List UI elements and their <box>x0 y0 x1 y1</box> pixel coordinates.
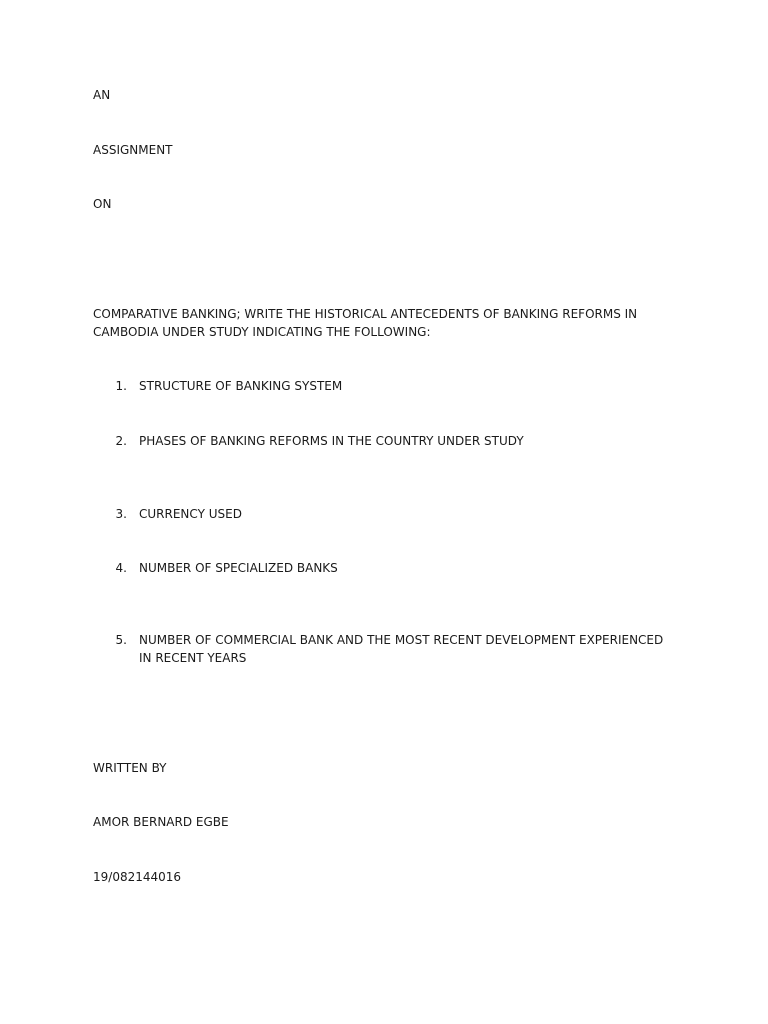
list-item-number: 2. <box>115 434 127 448</box>
list-item <box>113 432 673 450</box>
list-item-text: PHASES OF BANKING REFORMS IN THE COUNTRY UNDER STUDY <box>139 434 524 448</box>
list-item-number: 1. <box>115 379 127 393</box>
header-line-an: AN <box>93 88 111 102</box>
author-name: AMOR BERNARD EGBE <box>93 815 229 829</box>
header-line-assignment: ASSIGNMENT <box>93 143 173 157</box>
list-item-number: 4. <box>115 561 127 575</box>
author-id-number: 19/082144016 <box>93 870 182 884</box>
list-item <box>113 377 673 395</box>
list-item <box>113 559 673 577</box>
list-item <box>113 631 673 667</box>
written-by-label: WRITTEN BY <box>93 761 167 775</box>
list-item <box>113 505 673 523</box>
list-item-text: NUMBER OF SPECIALIZED BANKS <box>139 561 338 575</box>
list-item-number: 5. <box>115 633 127 647</box>
list-item-text: STRUCTURE OF BANKING SYSTEM <box>139 379 343 393</box>
assignment-topic: COMPARATIVE BANKING; WRITE THE HISTORICAL ANTECEDENTS OF BANKING REFORMS IN CAMBODIA UNDER STUDY INDICATING THE FOLLOWING: <box>93 307 638 339</box>
list-item-text: NUMBER OF COMMERCIAL BANK AND THE MOST RECENT DEVELOPMENT EXPERIENCED IN RECENT YEARS <box>139 633 664 665</box>
list-item-text: CURRENCY USED <box>139 507 242 521</box>
header-line-on: ON <box>93 197 112 211</box>
list-item-number: 3. <box>115 507 127 521</box>
